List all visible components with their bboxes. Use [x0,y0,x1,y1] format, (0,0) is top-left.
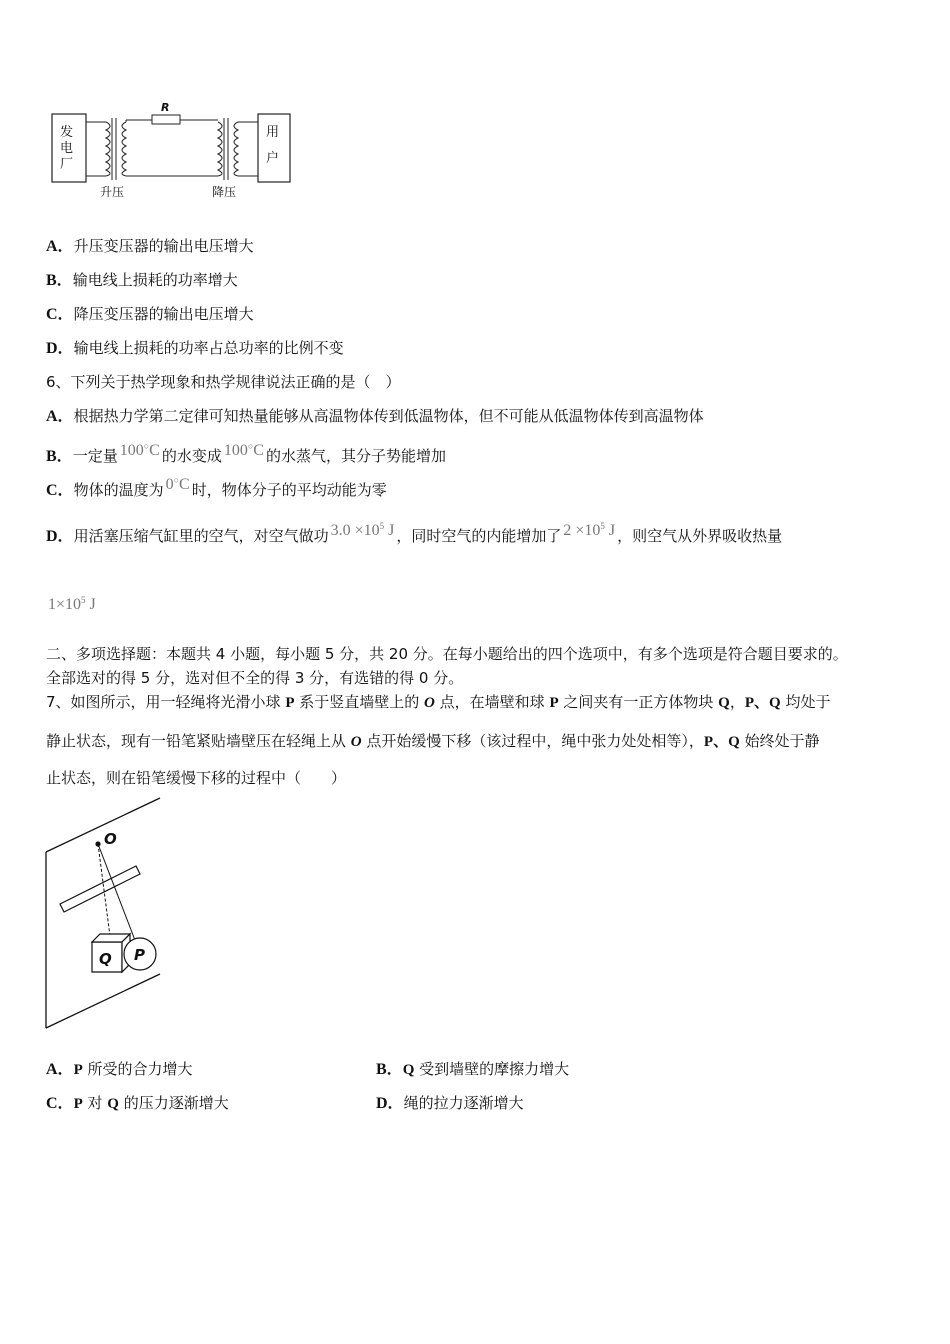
q7-option-c[interactable]: C．P 对 Q 的压力逐渐增大 [46,1094,229,1112]
generator-label: 发 [60,125,74,140]
formula-work: $3.0 \times 10^5$ J [330,521,395,539]
q6-stem: 6、下列关于热学现象和热学规律说法正确的是（ ） [46,373,401,391]
cube-q-label: Q [99,950,112,968]
point-o-label: O [104,830,117,848]
formula-100c-1: 100○C [119,441,160,459]
q5-option-b[interactable]: B．输电线上损耗的功率增大 [46,271,238,289]
svg-text:电: 电 [60,141,74,156]
wall-ball-diagram [40,796,170,1036]
ball-p-label: P [134,946,145,964]
svg-text:厂: 厂 [60,157,74,172]
formula-heat: $1\times 10^5$ J [48,595,96,613]
q5-option-d[interactable]: D．输电线上损耗的功率占总功率的比例不变 [46,339,344,357]
q6-option-b[interactable]: B．一定量 100○C 的水变成 100○C 的水蒸气，其分子势能增加 [46,441,446,465]
q7-option-d[interactable]: D．绳的拉力逐渐增大 [376,1094,524,1112]
formula-0c: 0○C [165,475,190,493]
transmission-diagram [46,96,296,206]
step-down-label: 降压 [212,185,237,199]
q6-option-c[interactable]: C．物体的温度为 0○C 时，物体分子的平均动能为零 [46,475,387,499]
step-up-label: 升压 [100,185,125,199]
q6-option-a[interactable]: A．根据热力学第二定律可知热量能够从高温物体传到低温物体，但不可能从低温物体传到高温物体 [46,407,704,425]
section2-line2: 全部选对的得 5 分，选对但不全的得 3 分，有选错的得 0 分。 [46,669,464,687]
section2-line1: 二、多项选择题：本题共 4 小题，每小题 5 分，共 20 分。在每小题给出的四个选项中，有多个选项是符合题目要求的。 [46,645,848,663]
q7-stem-line1: 7、如图所示，用一轻绳将光滑小球 P 系于竖直墙壁上的 O 点，在墙壁和球 P 之间夹有一正方体物块 Q，P、Q 均处于 [46,693,831,711]
formula-100c-2: 100○C [223,441,264,459]
q5-option-a[interactable]: A．升压变压器的输出电压增大 [46,237,254,255]
q7-option-b[interactable]: B．Q 受到墙壁的摩擦力增大 [376,1060,570,1078]
user-label: 用 [266,125,280,140]
q7-stem-line2: 静止状态，现有一铅笔紧贴墙壁压在轻绳上从 O 点开始缓慢下移（该过程中，绳中张力处处相等），P、Q 始终处于静 [46,732,820,750]
q7-option-a[interactable]: A．P 所受的合力增大 [46,1060,193,1078]
q5-option-c[interactable]: C．降压变压器的输出电压增大 [46,305,254,323]
svg-text:户: 户 [266,151,280,166]
q6-option-d[interactable]: D．用活塞压缩气缸里的空气，对空气做功 $3.0 \times 10^5$ J ，同时空气的内能增加了 $2 \times 10^5$ J ，则空气从外界吸收热量 [46,521,783,545]
resistor-label: R [161,101,170,114]
q6-option-d-answer [46,590,98,615]
q7-stem-line3: 止状态，则在铅笔缓慢下移的过程中（ ） [46,769,347,787]
formula-energy: $2 \times 10^5$ J [563,521,616,539]
